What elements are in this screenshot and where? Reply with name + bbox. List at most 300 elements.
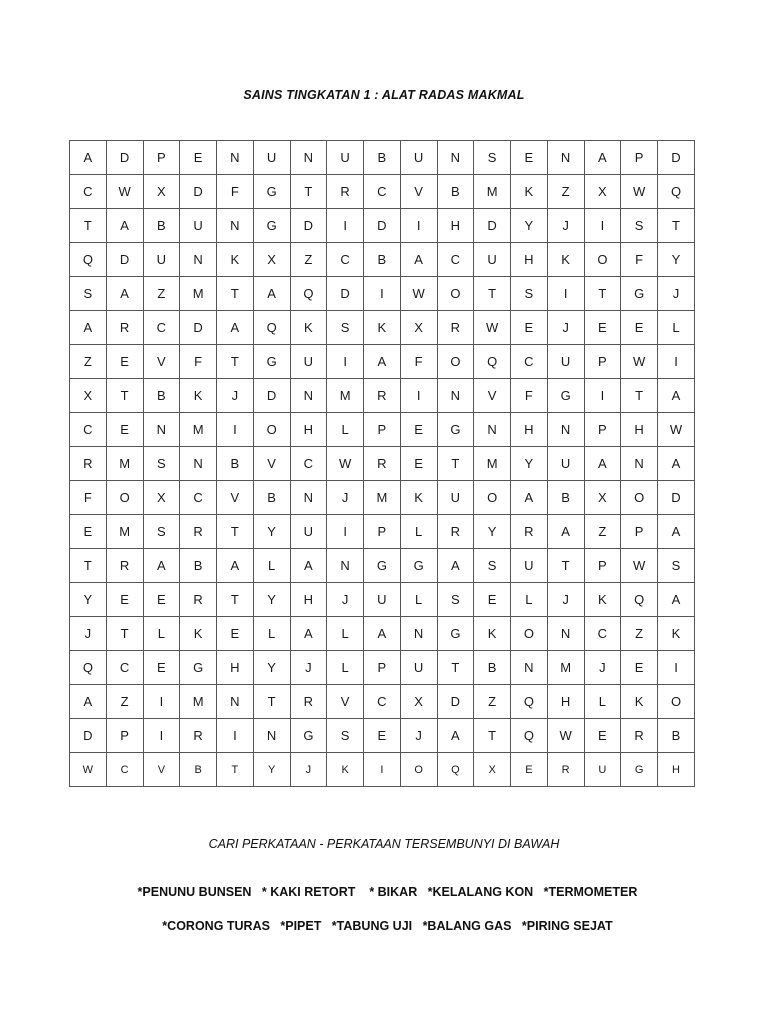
grid-cell: F (217, 175, 254, 209)
grid-cell: B (180, 753, 217, 787)
grid-cell: B (364, 243, 401, 277)
grid-cell: T (217, 277, 254, 311)
grid-cell: C (70, 175, 107, 209)
grid-cell: E (106, 583, 143, 617)
grid-cell: W (621, 345, 658, 379)
grid-cell: J (658, 277, 695, 311)
grid-cell: E (400, 413, 437, 447)
word-item: *TABUNG UJI (331, 919, 413, 933)
grid-cell: E (364, 719, 401, 753)
grid-cell: L (584, 685, 621, 719)
grid-cell: A (437, 549, 474, 583)
grid-cell: G (253, 345, 290, 379)
grid-cell: H (658, 753, 695, 787)
grid-cell: Q (253, 311, 290, 345)
grid-cell: W (658, 413, 695, 447)
grid-cell: M (474, 447, 511, 481)
grid-cell: V (400, 175, 437, 209)
grid-cell: U (327, 141, 364, 175)
grid-cell: V (143, 345, 180, 379)
grid-cell: G (621, 277, 658, 311)
grid-cell: P (364, 651, 401, 685)
grid-row (70, 549, 695, 583)
grid-cell: Y (253, 753, 290, 787)
grid-cell: N (621, 447, 658, 481)
grid-cell: O (253, 413, 290, 447)
grid-cell: U (547, 447, 584, 481)
grid-row (70, 209, 695, 243)
word-item: *PIPET (280, 919, 322, 933)
grid-cell: Z (70, 345, 107, 379)
grid-cell: M (547, 651, 584, 685)
grid-cell: I (658, 345, 695, 379)
grid-cell: P (106, 719, 143, 753)
grid-cell: R (364, 447, 401, 481)
grid-cell: E (400, 447, 437, 481)
grid-cell: H (621, 413, 658, 447)
grid-row (70, 685, 695, 719)
grid-cell: I (217, 413, 254, 447)
grid-cell: M (180, 413, 217, 447)
grid-cell: A (547, 515, 584, 549)
grid-cell: A (658, 379, 695, 413)
grid-cell: O (474, 481, 511, 515)
grid-cell: P (584, 413, 621, 447)
grid-cell: O (621, 481, 658, 515)
grid-cell: B (253, 481, 290, 515)
grid-cell: G (180, 651, 217, 685)
grid-cell: C (584, 617, 621, 651)
grid-cell: E (217, 617, 254, 651)
grid-cell: T (547, 549, 584, 583)
grid-cell: U (400, 651, 437, 685)
grid-cell: Z (290, 243, 327, 277)
word-item: *TERMOMETER (543, 885, 638, 899)
grid-cell: A (658, 515, 695, 549)
grid-cell: N (547, 617, 584, 651)
grid-row (70, 141, 695, 175)
grid-cell: A (658, 447, 695, 481)
grid-cell: C (106, 753, 143, 787)
grid-cell: P (364, 515, 401, 549)
grid-cell: B (547, 481, 584, 515)
grid-cell: U (290, 345, 327, 379)
grid-cell: A (511, 481, 548, 515)
grid-cell: R (437, 311, 474, 345)
grid-cell: C (143, 311, 180, 345)
grid-cell: X (584, 175, 621, 209)
grid-cell: D (106, 141, 143, 175)
grid-cell: R (437, 515, 474, 549)
grid-cell: Q (437, 753, 474, 787)
grid-cell: N (290, 379, 327, 413)
grid-cell: Y (474, 515, 511, 549)
word-list-row-1 (0, 871, 768, 899)
grid-cell: A (217, 311, 254, 345)
grid-cell: G (437, 413, 474, 447)
grid-cell: U (547, 345, 584, 379)
grid-cell: K (584, 583, 621, 617)
grid-cell: S (658, 549, 695, 583)
grid-cell: O (658, 685, 695, 719)
grid-cell: X (143, 175, 180, 209)
grid-cell: V (327, 685, 364, 719)
grid-cell: P (584, 345, 621, 379)
grid-cell: L (327, 413, 364, 447)
grid-cell: N (511, 651, 548, 685)
grid-cell: O (584, 243, 621, 277)
grid-cell: X (584, 481, 621, 515)
grid-cell: G (547, 379, 584, 413)
grid-row (70, 311, 695, 345)
grid-cell: D (437, 685, 474, 719)
grid-cell: A (70, 311, 107, 345)
grid-cell: W (106, 175, 143, 209)
grid-cell: U (364, 583, 401, 617)
word-item: *PIRING SEJAT (521, 919, 613, 933)
grid-cell: E (143, 651, 180, 685)
grid-row (70, 583, 695, 617)
grid-cell: C (70, 413, 107, 447)
grid-cell: Z (143, 277, 180, 311)
grid-cell: E (143, 583, 180, 617)
grid-cell: D (327, 277, 364, 311)
grid-row (70, 481, 695, 515)
grid-cell: W (474, 311, 511, 345)
grid-cell: S (621, 209, 658, 243)
grid-cell: I (584, 209, 621, 243)
grid-cell: S (70, 277, 107, 311)
grid-cell: H (511, 243, 548, 277)
grid-cell: W (400, 277, 437, 311)
grid-cell: B (364, 141, 401, 175)
grid-cell: Y (658, 243, 695, 277)
grid-cell: J (547, 209, 584, 243)
grid-cell: M (327, 379, 364, 413)
grid-cell: A (658, 583, 695, 617)
grid-cell: N (180, 243, 217, 277)
grid-cell: H (217, 651, 254, 685)
grid-cell: S (143, 515, 180, 549)
grid-cell: D (658, 141, 695, 175)
grid-cell: X (474, 753, 511, 787)
grid-cell: H (290, 413, 327, 447)
grid-cell: S (327, 311, 364, 345)
grid-cell: S (474, 549, 511, 583)
grid-cell: J (400, 719, 437, 753)
grid-cell: L (327, 651, 364, 685)
grid-cell: Y (253, 515, 290, 549)
grid-cell: C (106, 651, 143, 685)
grid-cell: P (584, 549, 621, 583)
grid-cell: F (180, 345, 217, 379)
grid-cell: W (621, 175, 658, 209)
grid-cell: T (621, 379, 658, 413)
grid-row (70, 243, 695, 277)
word-item: *CORONG TURAS (162, 919, 270, 933)
grid-cell: H (290, 583, 327, 617)
grid-cell: V (474, 379, 511, 413)
grid-cell: O (437, 277, 474, 311)
grid-cell: I (584, 379, 621, 413)
grid-cell: C (437, 243, 474, 277)
grid-cell: G (253, 209, 290, 243)
grid-cell: D (290, 209, 327, 243)
grid-cell: J (70, 617, 107, 651)
grid-cell: N (437, 379, 474, 413)
grid-row (70, 651, 695, 685)
grid-cell: E (70, 515, 107, 549)
grid-cell: T (437, 651, 474, 685)
grid-cell: E (511, 141, 548, 175)
grid-cell: A (70, 141, 107, 175)
grid-cell: K (658, 617, 695, 651)
grid-cell: A (70, 685, 107, 719)
grid-cell: S (143, 447, 180, 481)
grid-row (70, 345, 695, 379)
grid-cell: T (70, 209, 107, 243)
grid-cell: R (106, 311, 143, 345)
grid-cell: K (547, 243, 584, 277)
grid-cell: C (290, 447, 327, 481)
grid-cell: C (364, 175, 401, 209)
grid-cell: R (511, 515, 548, 549)
grid-cell: P (621, 141, 658, 175)
grid-cell: S (511, 277, 548, 311)
grid-cell: U (290, 515, 327, 549)
grid-cell: R (180, 515, 217, 549)
grid-cell: R (547, 753, 584, 787)
grid-cell: B (658, 719, 695, 753)
grid-cell: Q (70, 651, 107, 685)
grid-row (70, 175, 695, 209)
grid-cell: Z (106, 685, 143, 719)
grid-cell: T (658, 209, 695, 243)
grid-cell: I (400, 379, 437, 413)
grid-cell: K (217, 243, 254, 277)
grid-cell: I (217, 719, 254, 753)
grid-cell: E (180, 141, 217, 175)
word-item: * KAKI RETORT (261, 885, 356, 899)
grid-cell: T (70, 549, 107, 583)
grid-cell: O (400, 753, 437, 787)
grid-cell: U (511, 549, 548, 583)
grid-cell: R (327, 175, 364, 209)
grid-cell: E (511, 311, 548, 345)
grid-cell: G (290, 719, 327, 753)
grid-cell: B (180, 549, 217, 583)
grid-cell: L (511, 583, 548, 617)
grid-row (70, 515, 695, 549)
word-item: * BIKAR (369, 885, 418, 899)
grid-cell: E (511, 753, 548, 787)
grid-cell: U (180, 209, 217, 243)
grid-cell: U (584, 753, 621, 787)
grid-cell: Q (474, 345, 511, 379)
grid-cell: V (143, 753, 180, 787)
grid-cell: S (437, 583, 474, 617)
grid-cell: I (327, 209, 364, 243)
grid-cell: I (327, 345, 364, 379)
grid-cell: I (364, 277, 401, 311)
grid-cell: A (364, 617, 401, 651)
grid-cell: N (143, 413, 180, 447)
grid-cell: K (474, 617, 511, 651)
grid-cell: R (290, 685, 327, 719)
grid-cell: L (253, 617, 290, 651)
grid-cell: G (364, 549, 401, 583)
grid-cell: D (180, 311, 217, 345)
grid-cell: J (327, 583, 364, 617)
grid-cell: Q (658, 175, 695, 209)
grid-cell: V (217, 481, 254, 515)
grid-cell: I (400, 209, 437, 243)
grid-cell: N (290, 141, 327, 175)
grid-cell: A (290, 549, 327, 583)
grid-cell: W (327, 447, 364, 481)
grid-cell: R (180, 583, 217, 617)
grid-cell: T (290, 175, 327, 209)
grid-cell: L (143, 617, 180, 651)
grid-cell: D (364, 209, 401, 243)
grid-cell: B (217, 447, 254, 481)
grid-cell: I (658, 651, 695, 685)
grid-cell: O (511, 617, 548, 651)
grid-cell: E (106, 345, 143, 379)
grid-cell: Y (511, 209, 548, 243)
grid-cell: N (217, 141, 254, 175)
grid-cell: G (400, 549, 437, 583)
grid-cell: C (511, 345, 548, 379)
grid-cell: E (621, 311, 658, 345)
grid-cell: U (143, 243, 180, 277)
grid-cell: N (547, 141, 584, 175)
grid-cell: Q (290, 277, 327, 311)
grid-cell: B (437, 175, 474, 209)
grid-cell: F (511, 379, 548, 413)
grid-cell: I (143, 719, 180, 753)
grid-cell: J (327, 481, 364, 515)
grid-cell: H (547, 685, 584, 719)
grid-cell: O (437, 345, 474, 379)
grid-cell: U (253, 141, 290, 175)
grid-cell: U (474, 243, 511, 277)
grid-cell: V (253, 447, 290, 481)
grid-cell: J (290, 651, 327, 685)
grid-cell: X (253, 243, 290, 277)
grid-cell: C (327, 243, 364, 277)
grid-cell: I (547, 277, 584, 311)
grid-cell: D (658, 481, 695, 515)
grid-cell: H (511, 413, 548, 447)
grid-cell: N (253, 719, 290, 753)
grid-cell: T (106, 617, 143, 651)
grid-cell: T (217, 515, 254, 549)
word-list-row-2 (0, 905, 768, 933)
grid-cell: A (217, 549, 254, 583)
grid-cell: E (106, 413, 143, 447)
grid-cell: B (143, 209, 180, 243)
grid-cell: Z (621, 617, 658, 651)
grid-cell: T (217, 345, 254, 379)
page-title: SAINS TINGKATAN 1 : ALAT RADAS MAKMAL (243, 88, 525, 102)
grid-cell: B (474, 651, 511, 685)
grid-cell: K (364, 311, 401, 345)
grid-cell: G (621, 753, 658, 787)
grid-cell: I (143, 685, 180, 719)
grid-cell: R (621, 719, 658, 753)
grid-cell: T (217, 583, 254, 617)
grid-cell: A (584, 447, 621, 481)
grid-cell: C (364, 685, 401, 719)
grid-cell: P (621, 515, 658, 549)
grid-row (70, 447, 695, 481)
grid-cell: B (143, 379, 180, 413)
grid-cell: R (364, 379, 401, 413)
grid-cell: X (400, 311, 437, 345)
word-item: *KELALANG KON (427, 885, 534, 899)
grid-cell: L (327, 617, 364, 651)
grid-cell: X (70, 379, 107, 413)
grid-row (70, 753, 695, 787)
word-item: *BALANG GAS (422, 919, 512, 933)
grid-cell: A (437, 719, 474, 753)
grid-cell: P (364, 413, 401, 447)
grid-cell: J (547, 583, 584, 617)
grid-cell: G (253, 175, 290, 209)
grid-cell: Z (474, 685, 511, 719)
grid-cell: Q (70, 243, 107, 277)
instruction-text: CARI PERKATAAN - PERKATAAN TERSEMBUNYI DI BAWAH (208, 837, 560, 851)
grid-cell: N (400, 617, 437, 651)
grid-cell: W (547, 719, 584, 753)
grid-cell: A (106, 277, 143, 311)
grid-cell: A (400, 243, 437, 277)
grid-cell: T (437, 447, 474, 481)
grid-cell: D (180, 175, 217, 209)
grid-cell: M (180, 685, 217, 719)
grid-cell: J (217, 379, 254, 413)
grid-cell: K (621, 685, 658, 719)
grid-cell: N (180, 447, 217, 481)
grid-cell: C (180, 481, 217, 515)
grid-cell: W (70, 753, 107, 787)
grid-cell: R (180, 719, 217, 753)
grid-cell: D (70, 719, 107, 753)
grid-cell: E (621, 651, 658, 685)
grid-cell: M (364, 481, 401, 515)
grid-cell: M (106, 447, 143, 481)
grid-cell: J (584, 651, 621, 685)
grid-cell: O (106, 481, 143, 515)
grid-cell: M (474, 175, 511, 209)
grid-cell: D (106, 243, 143, 277)
grid-cell: A (143, 549, 180, 583)
grid-cell: H (437, 209, 474, 243)
grid-cell: K (327, 753, 364, 787)
grid-cell: Z (584, 515, 621, 549)
grid-cell: E (584, 311, 621, 345)
grid-row (70, 617, 695, 651)
grid-cell: L (253, 549, 290, 583)
grid-cell: R (106, 549, 143, 583)
grid-cell: F (621, 243, 658, 277)
grid-cell: X (400, 685, 437, 719)
grid-cell: D (474, 209, 511, 243)
grid-cell: R (70, 447, 107, 481)
grid-cell: Y (253, 651, 290, 685)
grid-cell: N (547, 413, 584, 447)
